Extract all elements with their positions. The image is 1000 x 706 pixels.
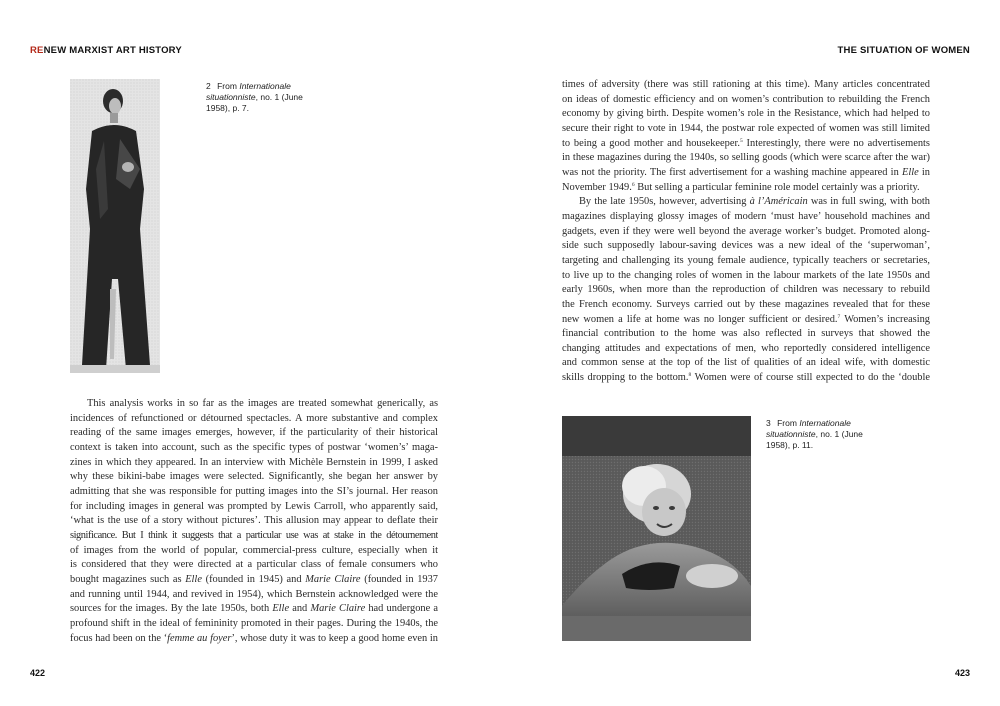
text-line: and common sense at the top of the list of qualities of an ideal wife, with domestic bbox=[562, 357, 930, 369]
caption-tail: , no. 1 (June 1958), p. 11. bbox=[766, 429, 863, 450]
running-head-text: NEW MARXIST ART HISTORY bbox=[43, 45, 182, 56]
text-fragment: was in full swing, with both bbox=[807, 196, 930, 208]
text-line: the French economy. Surveys carried out by these magazines revealed that for these bbox=[562, 298, 930, 310]
woman-in-coat-image bbox=[70, 79, 160, 373]
footnote-ref: 6 bbox=[631, 181, 635, 188]
italic-title: Marie Claire bbox=[310, 603, 366, 615]
figure-3-caption bbox=[766, 418, 876, 451]
left-page-number: 422 bbox=[30, 668, 46, 678]
running-head-accent: RE bbox=[30, 45, 44, 56]
text-fragment: November 1949. bbox=[562, 181, 632, 193]
figure-2-caption bbox=[206, 81, 316, 114]
text-fragment: had undergone a bbox=[365, 603, 438, 615]
text-line bbox=[562, 371, 930, 386]
text-line bbox=[70, 632, 438, 647]
text-line: and running until 1944, and revived in 1954), which Bernstein acknowledged were the bbox=[70, 588, 438, 600]
text-fragment: in bbox=[918, 166, 930, 178]
text-fragment: and bbox=[289, 603, 311, 615]
text-fragment: focus had been on the ‘ bbox=[70, 632, 168, 644]
text-fragment: sources for the images. By the late 1950s, both bbox=[70, 603, 273, 615]
text-line bbox=[562, 181, 930, 196]
text-line: ‘what is the use of a story without pictures’. This allusion may appear to deflate their bbox=[70, 515, 438, 527]
italic-phrase: femme au foyer bbox=[167, 632, 232, 644]
text-line: significance. But I think it suggests that a particular use was at stake in the détournement bbox=[70, 529, 438, 541]
figure-number: 3 bbox=[766, 418, 771, 428]
text-line bbox=[562, 195, 930, 210]
text-line: for including images in general was prompted by Lewis Carroll, who apparently said, bbox=[70, 500, 438, 512]
text-line: in these magazines during the 1940s, so selling goods (which were scarce after the war) bbox=[562, 152, 930, 164]
text-line: early 1960s, when more than the reproduction of children was necessary to rebuild bbox=[562, 284, 930, 296]
text-line: changing attitudes and expectations of men, who reportedly considered intelligence bbox=[562, 342, 930, 354]
caption-lead: From bbox=[777, 418, 797, 428]
italic-title: Elle bbox=[901, 166, 919, 178]
text-line: zines in which they appeared. In an interview with Michèle Bernstein in 1999, I asked bbox=[70, 456, 438, 468]
caption-tail: , no. 1 (June 1958), p. 7. bbox=[206, 92, 303, 113]
text-line: economy by giving birth. Despite women’s role in the Resistance, which had helped to bbox=[562, 108, 930, 120]
italic-title: Elle bbox=[272, 603, 290, 615]
text-fragment: But selling a particular feminine role model certainly was a priority. bbox=[634, 181, 920, 193]
text-line: This analysis works in so far as the images are treated somewhat generically, as bbox=[87, 398, 438, 409]
text-line: times of adversity (there was still rationing at this time). Many articles concentrated bbox=[562, 79, 930, 90]
text-line bbox=[562, 166, 930, 181]
caption-lead: From bbox=[217, 81, 237, 91]
footnote-ref: 8 bbox=[688, 372, 692, 379]
footnote-ref: 5 bbox=[739, 137, 743, 144]
italic-phrase: à l’Américain bbox=[749, 196, 808, 208]
footnote-ref: 7 bbox=[837, 313, 841, 320]
caption-journal-title: Internationale situationniste bbox=[206, 81, 291, 102]
italic-title: Marie Claire bbox=[305, 573, 361, 585]
text-line: why these bikini-babe images were selected. Significantly, she began her answer by bbox=[70, 471, 438, 483]
text-line: secure their right to vote in 1944, the postwar role expected of women was still limited bbox=[562, 122, 930, 134]
text-fragment: to being a good mother and housekeeper. bbox=[562, 137, 740, 149]
text-fragment: (founded in 1945) and bbox=[201, 573, 306, 585]
caption-journal-title: Internationale situationniste bbox=[766, 418, 851, 439]
text-line: context is taken into account, such as the specific types of postwar ‘women’s’ maga- bbox=[70, 441, 438, 453]
text-fragment: Interestingly, there were no advertisements bbox=[742, 137, 930, 149]
text-line: on ideas of domestic efficiency and on women’s contribution to rebuilding the French bbox=[562, 93, 930, 105]
figure-2-photo bbox=[70, 79, 160, 373]
text-line: magazines displaying glossy images of modern ‘must have’ household machines and bbox=[562, 210, 930, 222]
text-fragment: skills dropping to the bottom. bbox=[562, 372, 689, 384]
text-line: gadgets, even if they were well beyond the average worker’s budget. Promoted along- bbox=[562, 225, 930, 237]
text-fragment: Women’s increasing bbox=[840, 313, 930, 325]
left-body-text bbox=[70, 397, 438, 646]
text-line: financial contribution to the home was also reflected in surveys that showed the bbox=[562, 328, 930, 340]
text-line: of images from the world of popular, commercial-press culture, especially when it bbox=[70, 544, 438, 556]
text-fragment: ’, whose duty it was to keep a good home even in bbox=[231, 632, 438, 644]
text-line: reading of the same images emerges, however, if the particularity of their historical bbox=[70, 427, 438, 439]
italic-title: Elle bbox=[185, 573, 202, 585]
text-line bbox=[562, 313, 930, 328]
text-line: targeting and challenging its young female audience, typically teachers or secretaries, bbox=[562, 254, 930, 266]
text-fragment: Women were of course still expected to do the ‘double bbox=[691, 372, 930, 384]
text-line: is considered that they were directed at a particular class of female consumers who bbox=[70, 559, 438, 571]
text-line: admitting that she was responsible for putting images into the SI’s journal. Her reason bbox=[70, 485, 438, 497]
woman-on-beach-image bbox=[562, 416, 751, 641]
text-line bbox=[70, 573, 438, 588]
left-running-head bbox=[30, 45, 182, 56]
right-page-number: 423 bbox=[954, 668, 970, 678]
text-fragment: new women a life at home was no longer sufficient or desired. bbox=[562, 313, 838, 325]
text-line bbox=[70, 602, 438, 617]
text-line: side such supposedly labour-saving devices was a new ideal of the ‘superwoman’, bbox=[562, 240, 930, 252]
text-fragment: bought magazines such as bbox=[70, 573, 186, 585]
text-line bbox=[562, 137, 930, 152]
figure-number: 2 bbox=[206, 81, 211, 91]
text-fragment: By the late 1950s, however, advertising bbox=[579, 196, 750, 208]
right-body-text bbox=[562, 78, 930, 386]
text-line: to live up to the changing roles of women in the labour markets of the late 1950s and bbox=[562, 269, 930, 281]
text-fragment: (founded in 1937 bbox=[360, 573, 438, 585]
figure-3-photo bbox=[562, 416, 751, 641]
right-running-head: THE SITUATION OF WOMEN bbox=[837, 45, 970, 56]
text-line: profound shift in the ideal of femininity promoted in their pages. During the 1940s, the bbox=[70, 617, 438, 629]
text-fragment: was not the priority. The first advertisement for a washing machine appeared in bbox=[562, 166, 902, 178]
text-line: incidences of refunctioned or détourned spectacles. A more substantive and complex bbox=[70, 412, 438, 424]
